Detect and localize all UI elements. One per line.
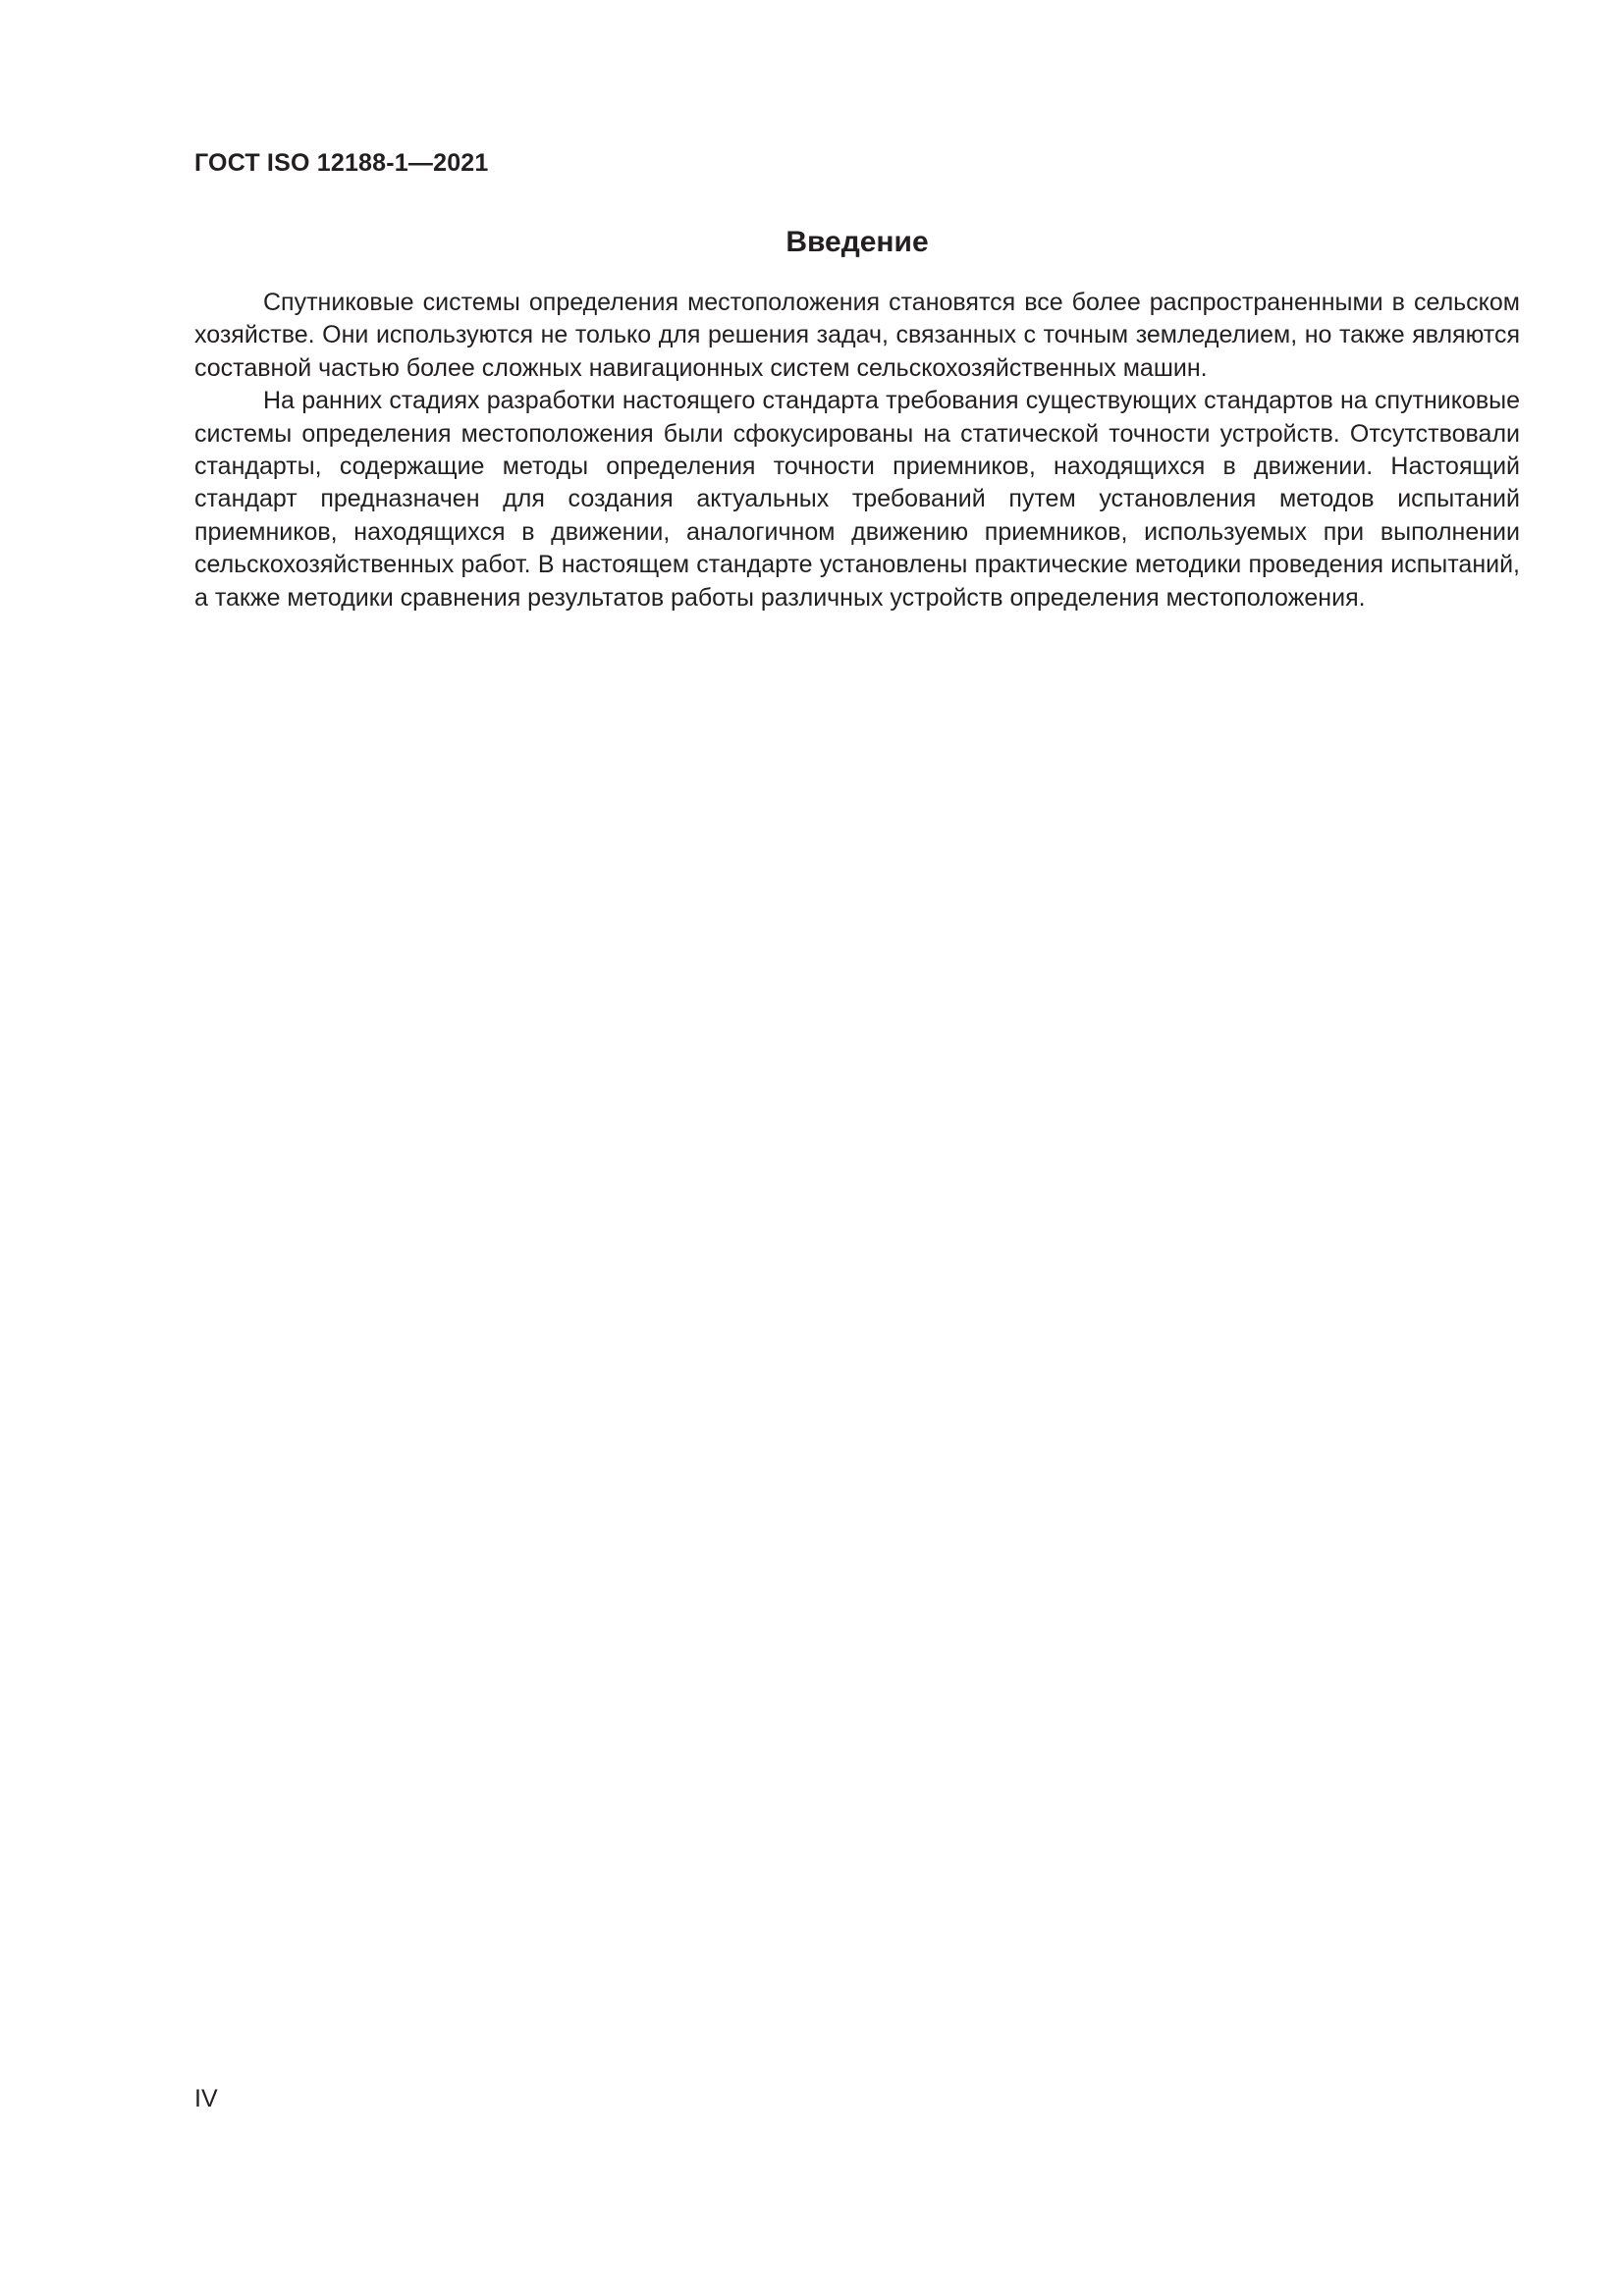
document-header: ГОСТ ISO 12188-1—2021 <box>194 149 489 177</box>
paragraph: На ранних стадиях разработки настоящего стандарта требования существующих стандартов на спутниковые системы определения местоположения были сфокусированы на статической точности устройств. Отсутствовали стандарты, содержащие методы определения точности приемников, находящихся в движении. Настоящий стандарт предназначен для создания актуальных требований путем установления методов испытаний приемников, находящихся в движении, аналогичном движению приемников, используемых при выполнении сельскохозяйственных работ. В настоящем стандарте установлены практические методики проведения испытаний, а также методики сравнения результатов работы различных устройств определения местоположения. <box>194 387 1520 612</box>
introduction-body <box>194 287 1520 614</box>
page-number: IV <box>194 2085 218 2112</box>
paragraph: Спутниковые системы определения местоположения становятся все более распространенными в сельском хозяйстве. Они используются не только для решения задач, связанных с точным земледелием, но также являются составной частью более сложных навигационных систем сельскохозяйственных машин. <box>194 289 1520 382</box>
section-title: Введение <box>785 226 929 258</box>
